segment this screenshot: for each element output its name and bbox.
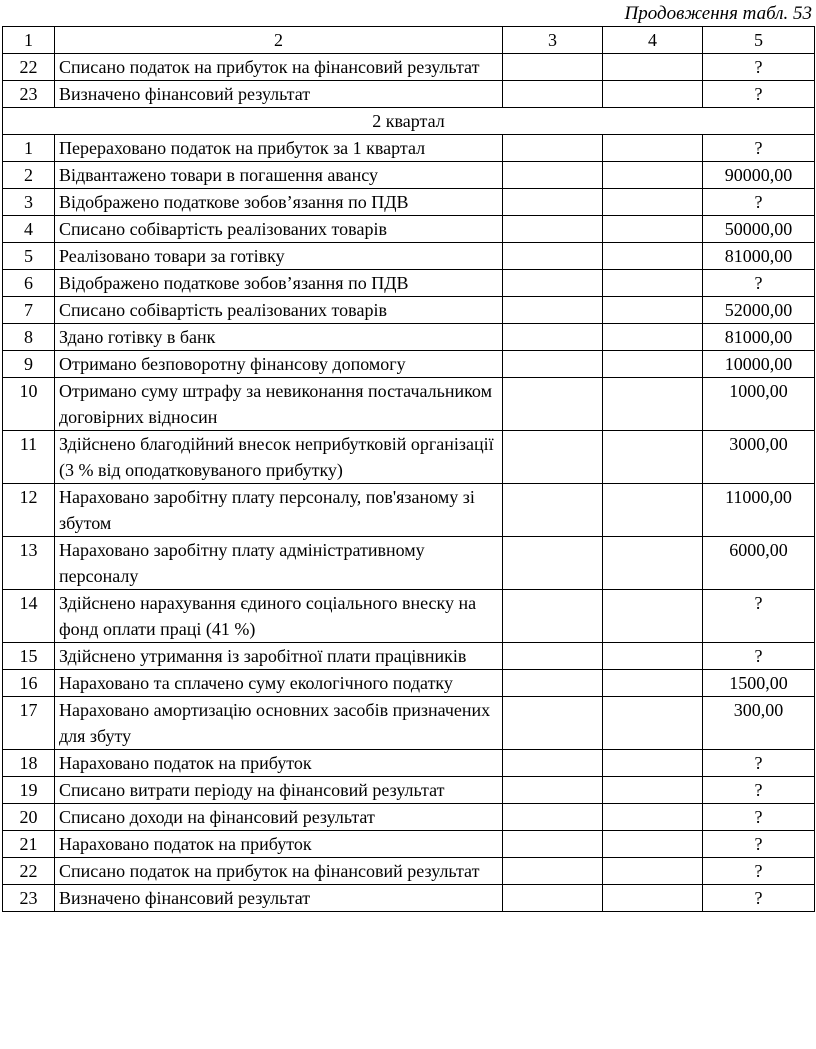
table-row (3, 378, 815, 431)
row-number: 21 (3, 831, 55, 858)
row-col4 (603, 831, 703, 858)
row-number: 16 (3, 670, 55, 697)
row-number: 18 (3, 750, 55, 777)
row-number: 1 (3, 135, 55, 162)
row-col3 (503, 431, 603, 484)
row-col3 (503, 858, 603, 885)
row-number: 23 (3, 885, 55, 912)
row-description: Здано готівку в банк (55, 324, 503, 351)
row-col3 (503, 216, 603, 243)
row-col4 (603, 162, 703, 189)
row-description: Реалізовано товари за готівку (55, 243, 503, 270)
table-row (3, 885, 815, 912)
table-row (3, 81, 815, 108)
row-col4 (603, 431, 703, 484)
row-col3 (503, 831, 603, 858)
row-number: 3 (3, 189, 55, 216)
table-row (3, 54, 815, 81)
table-row (3, 643, 815, 670)
row-col3 (503, 670, 603, 697)
row-col3 (503, 324, 603, 351)
row-number: 13 (3, 537, 55, 590)
row-col4 (603, 189, 703, 216)
row-description: Списано доходи на фінансовий результат (55, 804, 503, 831)
table-row (3, 537, 815, 590)
row-col4 (603, 697, 703, 750)
row-description: Списано витрати періоду на фінансовий результат (55, 777, 503, 804)
row-description: Відображено податкове зобов’язання по ПДВ (55, 270, 503, 297)
row-col3 (503, 590, 603, 643)
column-header: 4 (603, 27, 703, 54)
row-number: 22 (3, 858, 55, 885)
row-col3 (503, 162, 603, 189)
row-number: 17 (3, 697, 55, 750)
row-description: Нараховано заробітну плату адміністративному персоналу (55, 537, 503, 590)
row-col3 (503, 378, 603, 431)
row-col4 (603, 297, 703, 324)
row-col4 (603, 643, 703, 670)
table-row (3, 216, 815, 243)
row-amount: ? (703, 831, 815, 858)
column-header: 2 (55, 27, 503, 54)
column-header: 5 (703, 27, 815, 54)
row-amount: ? (703, 750, 815, 777)
row-amount: 1500,00 (703, 670, 815, 697)
row-description: Здійснено нарахування єдиного соціального внеску на фонд оплати праці (41 %) (55, 590, 503, 643)
row-col3 (503, 351, 603, 378)
row-col3 (503, 54, 603, 81)
row-amount: ? (703, 189, 815, 216)
row-amount: ? (703, 590, 815, 643)
row-amount: 50000,00 (703, 216, 815, 243)
row-amount: ? (703, 81, 815, 108)
row-col4 (603, 484, 703, 537)
row-description: Списано собівартість реалізованих товарів (55, 297, 503, 324)
row-col4 (603, 537, 703, 590)
row-description: Відображено податкове зобов’язання по ПДВ (55, 189, 503, 216)
table-row (3, 750, 815, 777)
row-number: 20 (3, 804, 55, 831)
row-number: 7 (3, 297, 55, 324)
row-col4 (603, 324, 703, 351)
column-header: 3 (503, 27, 603, 54)
row-col3 (503, 484, 603, 537)
header-row (3, 27, 815, 54)
row-amount: 300,00 (703, 697, 815, 750)
row-number: 22 (3, 54, 55, 81)
row-description: Відвантажено товари в погашення авансу (55, 162, 503, 189)
row-number: 8 (3, 324, 55, 351)
row-description: Нараховано заробітну плату персоналу, пов'язаному зі збутом (55, 484, 503, 537)
row-number: 4 (3, 216, 55, 243)
row-amount: 1000,00 (703, 378, 815, 431)
table-row (3, 670, 815, 697)
row-amount: ? (703, 885, 815, 912)
row-description: Списано собівартість реалізованих товарів (55, 216, 503, 243)
row-number: 10 (3, 378, 55, 431)
row-col3 (503, 135, 603, 162)
table-row (3, 590, 815, 643)
row-col4 (603, 804, 703, 831)
row-col3 (503, 537, 603, 590)
row-amount: 81000,00 (703, 324, 815, 351)
row-number: 11 (3, 431, 55, 484)
row-description: Нараховано амортизацію основних засобів призначених для збуту (55, 697, 503, 750)
row-amount: ? (703, 858, 815, 885)
table-row (3, 858, 815, 885)
row-col3 (503, 885, 603, 912)
table-row (3, 431, 815, 484)
table-row (3, 831, 815, 858)
row-description: Визначено фінансовий результат (55, 885, 503, 912)
row-number: 14 (3, 590, 55, 643)
column-header: 1 (3, 27, 55, 54)
table-row (3, 484, 815, 537)
row-description: Списано податок на прибуток на фінансовий результат (55, 54, 503, 81)
row-number: 5 (3, 243, 55, 270)
table-row (3, 270, 815, 297)
row-number: 6 (3, 270, 55, 297)
table-row (3, 189, 815, 216)
table-caption: Продовження табл. 53 (624, 3, 812, 24)
row-col3 (503, 804, 603, 831)
row-col4 (603, 54, 703, 81)
row-number: 19 (3, 777, 55, 804)
row-col4 (603, 378, 703, 431)
row-col3 (503, 297, 603, 324)
row-amount: 6000,00 (703, 537, 815, 590)
row-col4 (603, 270, 703, 297)
table-row (3, 324, 815, 351)
row-amount: ? (703, 777, 815, 804)
row-description: Списано податок на прибуток на фінансовий результат (55, 858, 503, 885)
row-number: 15 (3, 643, 55, 670)
row-col4 (603, 777, 703, 804)
row-amount: ? (703, 643, 815, 670)
row-number: 12 (3, 484, 55, 537)
row-description: Визначено фінансовий результат (55, 81, 503, 108)
table-row (3, 135, 815, 162)
row-col4 (603, 858, 703, 885)
row-col4 (603, 590, 703, 643)
transactions-table (2, 26, 815, 912)
table-row (3, 777, 815, 804)
row-amount: 10000,00 (703, 351, 815, 378)
row-col4 (603, 351, 703, 378)
row-description: Нараховано та сплачено суму екологічного податку (55, 670, 503, 697)
row-number: 23 (3, 81, 55, 108)
row-description: Нараховано податок на прибуток (55, 831, 503, 858)
row-col4 (603, 885, 703, 912)
section-row (3, 108, 815, 135)
row-description: Перераховано податок на прибуток за 1 квартал (55, 135, 503, 162)
row-number: 9 (3, 351, 55, 378)
row-col4 (603, 81, 703, 108)
row-amount: 52000,00 (703, 297, 815, 324)
table-row (3, 162, 815, 189)
table-row (3, 697, 815, 750)
table-row (3, 243, 815, 270)
row-amount: ? (703, 135, 815, 162)
row-col3 (503, 243, 603, 270)
row-description: Отримано безповоротну фінансову допомогу (55, 351, 503, 378)
row-col4 (603, 135, 703, 162)
row-amount: 11000,00 (703, 484, 815, 537)
row-description: Отримано суму штрафу за невиконання постачальником договірних відносин (55, 378, 503, 431)
row-description: Нараховано податок на прибуток (55, 750, 503, 777)
row-col4 (603, 243, 703, 270)
section-title: 2 квартал (3, 108, 815, 135)
row-amount: 90000,00 (703, 162, 815, 189)
row-col3 (503, 81, 603, 108)
row-amount: 81000,00 (703, 243, 815, 270)
row-amount: ? (703, 804, 815, 831)
row-col3 (503, 777, 603, 804)
table-row (3, 297, 815, 324)
row-col4 (603, 216, 703, 243)
row-amount: 3000,00 (703, 431, 815, 484)
row-number: 2 (3, 162, 55, 189)
row-amount: ? (703, 54, 815, 81)
row-amount: ? (703, 270, 815, 297)
table-row (3, 804, 815, 831)
table-row (3, 351, 815, 378)
row-description: Здійснено утримання із заробітної плати працівників (55, 643, 503, 670)
row-col4 (603, 750, 703, 777)
row-description: Здійснено благодійний внесок неприбутковій організації (3 % від оподатковуваного прибутку) (55, 431, 503, 484)
row-col3 (503, 643, 603, 670)
row-col3 (503, 270, 603, 297)
row-col3 (503, 750, 603, 777)
row-col4 (603, 670, 703, 697)
row-col3 (503, 189, 603, 216)
row-col3 (503, 697, 603, 750)
